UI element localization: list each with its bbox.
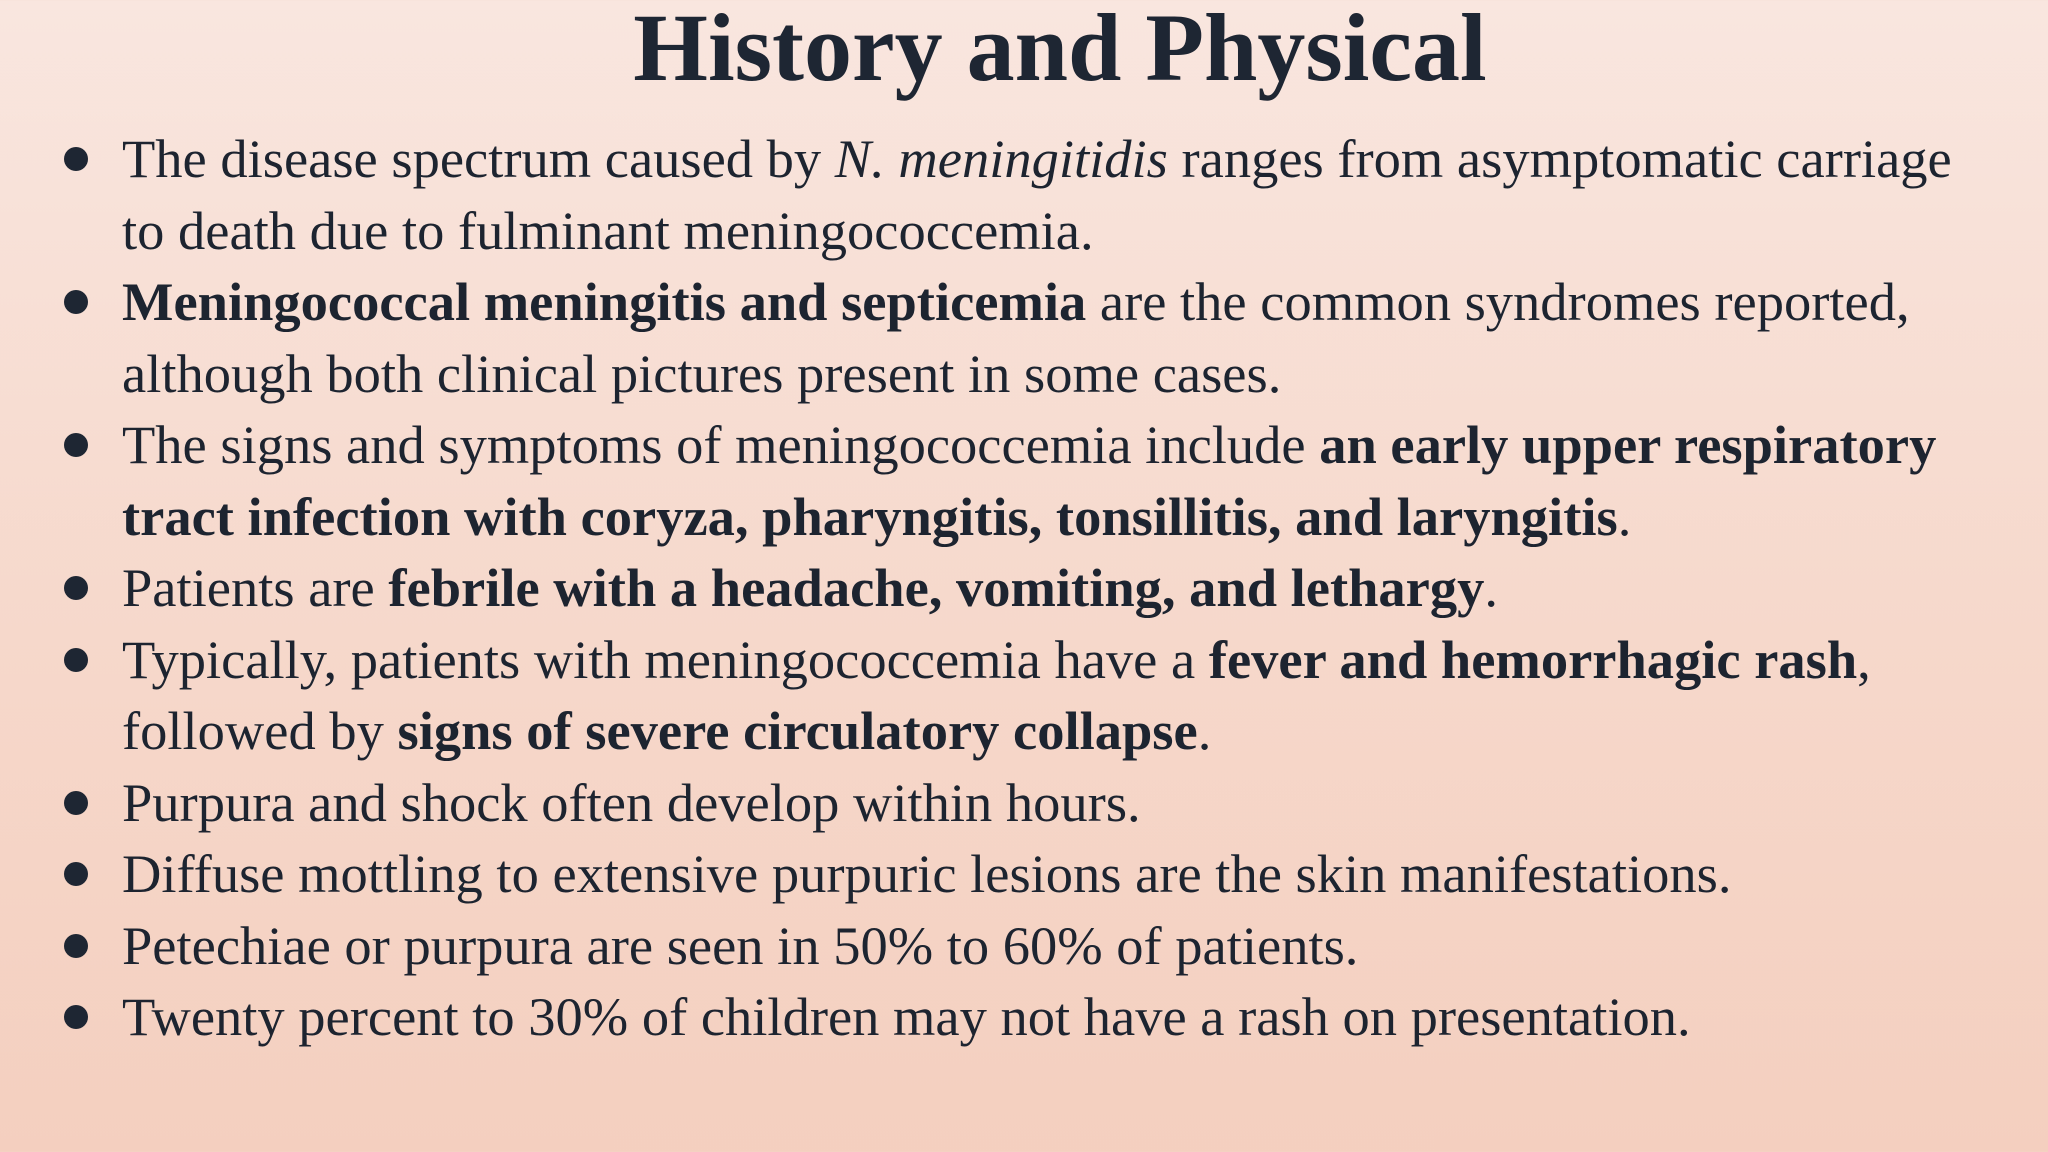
slide-title: History and Physical — [633, 0, 1487, 101]
bullet-item — [122, 552, 2002, 624]
bullet-text-segment: Petechiae or purpura are seen in 50% to 60% of patients. — [122, 914, 1359, 976]
bullet-item — [122, 409, 2002, 552]
bullet-item — [122, 266, 2002, 409]
bullet-text-segment: Diffuse mottling to extensive purpuric lesions are the skin manifestations. — [122, 843, 1732, 904]
bullet-text-segment: Patients are — [122, 557, 389, 618]
bullet-dot-icon — [64, 576, 88, 600]
bullet-item — [122, 624, 2002, 767]
bullet-dot-icon — [64, 934, 88, 958]
bullet-text-segment: are the common syndromes reported, although both clinical pictures present in some cases. — [122, 271, 1910, 404]
bullet-item — [122, 981, 2002, 1053]
bullet-text-segment: . — [1484, 557, 1498, 618]
bullet-text-segment: , followed by — [122, 628, 1871, 761]
bullet-text-segment: Typically, patients with meningococcemia have a — [122, 628, 1209, 690]
bullet-dot-icon — [64, 290, 88, 314]
bullet-text-segment: The disease spectrum caused by — [122, 128, 835, 189]
bullet-dot-icon — [64, 862, 88, 886]
bullet-item — [122, 123, 2002, 266]
bullet-dot-icon — [64, 648, 88, 672]
bullet-text-segment: N. meningitidis — [834, 128, 1168, 189]
bullet-text-segment: Meningococcal meningitis and septicemia — [122, 271, 1087, 332]
bullet-text-segment: Twenty percent to 30% of children may not have a rash on presentation. — [122, 986, 1691, 1047]
bullet-dot-icon — [64, 791, 88, 815]
bullet-item — [122, 910, 2002, 982]
bullet-text-segment: . — [1617, 485, 1632, 547]
bullet-text-segment: . — [1197, 700, 1212, 761]
bullet-item — [122, 838, 2002, 910]
bullet-dot-icon — [64, 1005, 88, 1029]
bullet-text-segment: fever and hemorrhagic rash — [1208, 628, 1858, 690]
bullet-text-segment: The signs and symptoms of meningococcemia include — [122, 414, 1320, 475]
bullet-text-segment: ranges from asymptomatic carriage to death due to fulminant meningococcemia. — [122, 128, 1952, 261]
bullet-text-segment: an early upper respiratory tract infection with coryza, pharyngitis, tonsillitis, and laryngitis — [122, 414, 1937, 547]
bullet-text-segment: Purpura and shock often develop within hours. — [122, 771, 1141, 833]
bullet-dot-icon — [64, 433, 88, 457]
bullet-dot-icon — [64, 147, 88, 171]
bullet-item — [122, 767, 2002, 839]
bullet-list — [122, 123, 2002, 1053]
bullet-text-segment: signs of severe circulatory collapse — [397, 700, 1198, 761]
bullet-text-segment: febrile with a headache, vomiting, and lethargy — [388, 557, 1485, 618]
